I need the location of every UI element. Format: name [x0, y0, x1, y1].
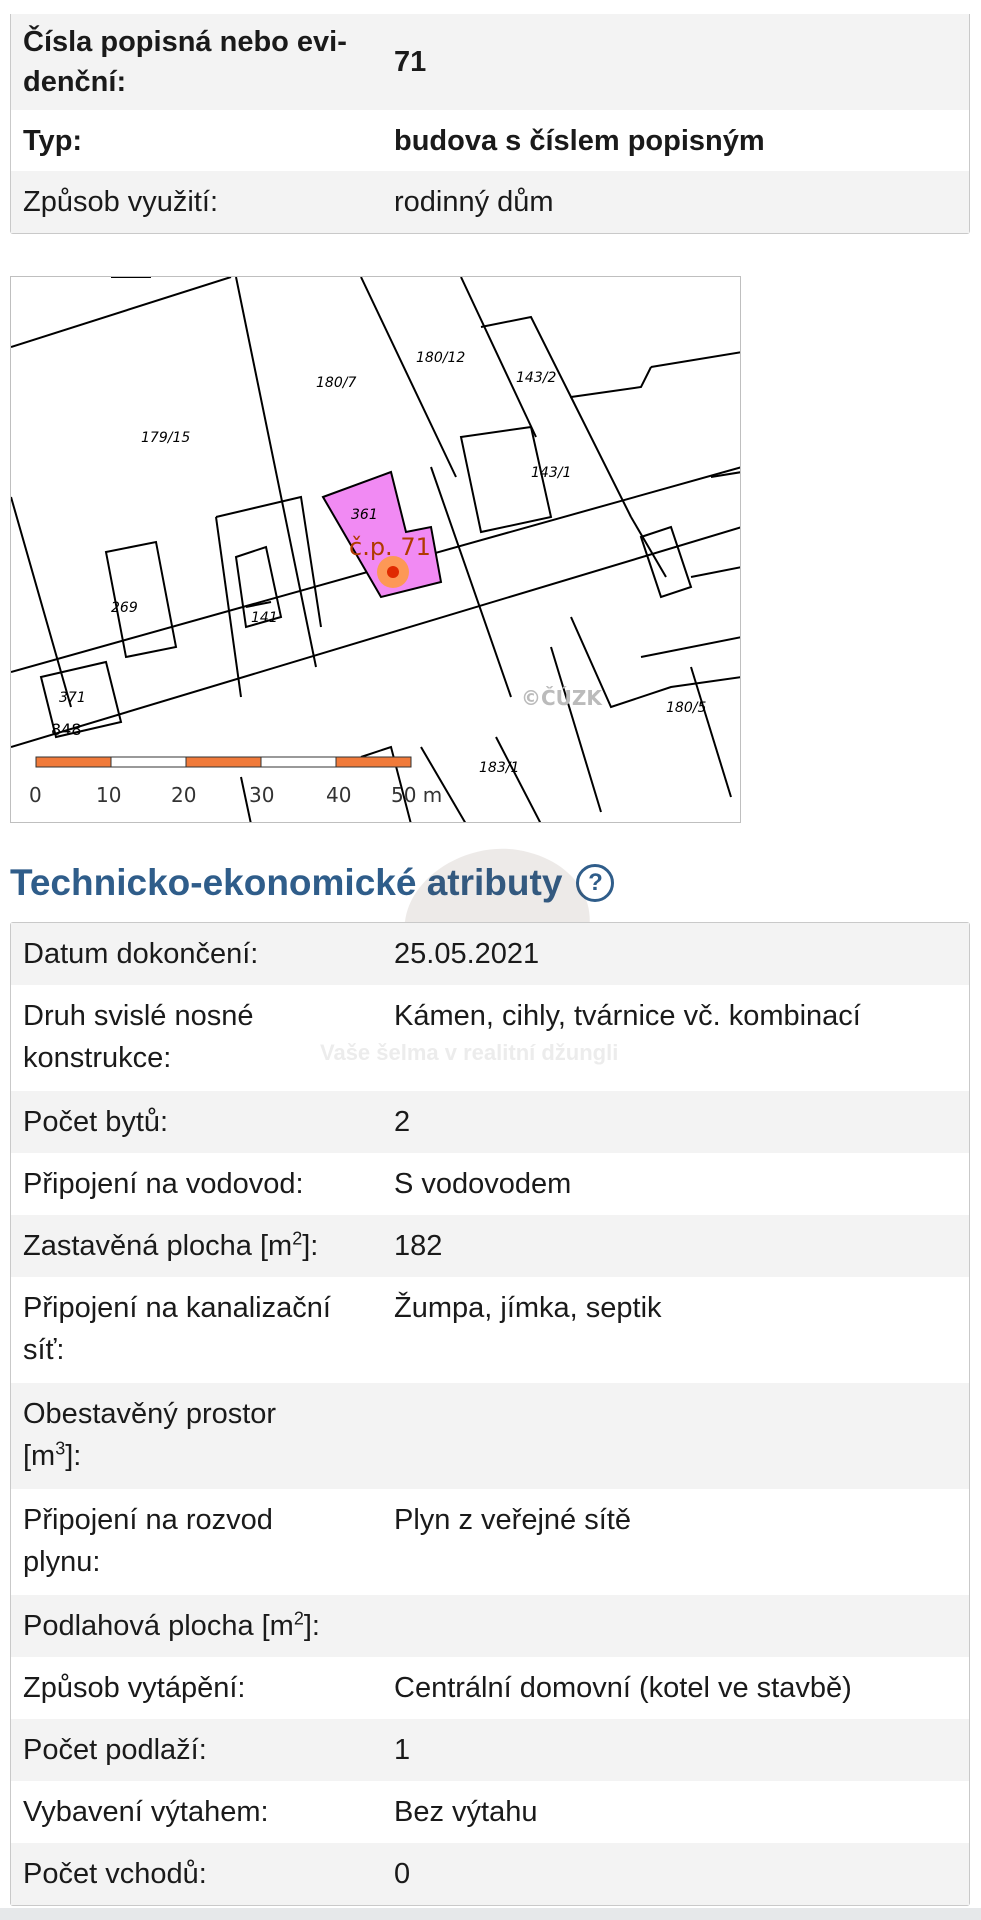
- row-label: Datum dokončení:: [23, 938, 259, 970]
- row-label: Připojení na vodovod:: [23, 1168, 304, 1200]
- table-row: [11, 1091, 969, 1153]
- building-label: č.p. 71: [349, 533, 431, 561]
- parcel-label: 143/2: [516, 370, 557, 386]
- parcel-label: 180/7: [316, 375, 357, 391]
- table-row: [11, 1719, 969, 1781]
- row-value: 182: [394, 1230, 443, 1262]
- technical-attributes-table: [10, 922, 970, 1906]
- scale-label: 40: [326, 783, 352, 807]
- cuzk-watermark: ©ČÚZK: [521, 686, 602, 710]
- row-label: Vybavení výtahem:: [23, 1796, 269, 1828]
- table-row: [11, 14, 969, 110]
- help-icon[interactable]: ?: [576, 864, 614, 902]
- parcel-label: 848: [51, 720, 82, 739]
- row-label: Počet podlaží:: [23, 1734, 207, 1766]
- row-label: Obestavěný prostor $[m^3]$:: [23, 1398, 277, 1472]
- row-value: S vodovodem: [394, 1168, 572, 1200]
- scale-label: 20: [171, 783, 197, 807]
- table-row: [11, 1843, 969, 1905]
- row-value: 1: [394, 1734, 411, 1766]
- row-label: Způsob využití:: [23, 186, 219, 218]
- parcel-label: 180/5: [666, 700, 707, 716]
- row-value: Bez výtahu: [394, 1796, 538, 1828]
- table-row: [11, 1383, 969, 1489]
- row-value: Žumpa, jímka, septik: [394, 1292, 662, 1324]
- table-row: [11, 171, 969, 233]
- scale-label: 30: [249, 783, 275, 807]
- section-title-text: Technicko-ekonomické atributy: [10, 862, 563, 903]
- parcel-label: 371: [59, 690, 86, 706]
- row-value: Kámen, cihly, tvárnice vč. kombinací: [394, 1000, 861, 1032]
- parcel-label: 143/1: [531, 465, 572, 481]
- table-row: [11, 1153, 969, 1215]
- watermark-text: Vaše šelma v realitní džungli: [320, 1040, 619, 1065]
- parcel-label: 269: [111, 600, 138, 616]
- table-row: [11, 1489, 969, 1595]
- table-row: [11, 923, 969, 985]
- scale-label: 10: [96, 783, 122, 807]
- parcel-label: 180/12: [416, 350, 466, 366]
- row-label: Typ:: [23, 124, 83, 157]
- row-value: Plyn z veřejné sítě: [394, 1504, 631, 1536]
- table-row: [11, 1277, 969, 1383]
- parcel-label: 141: [251, 610, 278, 626]
- row-value: 25.05.2021: [394, 938, 540, 970]
- bottom-bar: [0, 1908, 981, 1920]
- table-row: [11, 1781, 969, 1843]
- table-row: [11, 110, 969, 171]
- building-number-label: 361: [351, 507, 378, 523]
- table-row: [11, 1595, 969, 1657]
- table-row: [11, 1215, 969, 1277]
- row-label: Připojení na rozvod plynu:: [23, 1504, 273, 1578]
- row-value: 71: [394, 46, 427, 78]
- table-row: [11, 1657, 969, 1719]
- scale-bar: [36, 757, 411, 767]
- row-label: Podlahová plocha $[m^2]$:: [23, 1608, 320, 1642]
- row-value: Centrální domovní (kotel ve stavbě): [394, 1672, 852, 1704]
- row-value: budova s číslem popisným: [394, 124, 765, 157]
- cadastral-map[interactable]: [10, 276, 741, 823]
- table-row: [11, 985, 969, 1091]
- row-label: Způsob vytápění:: [23, 1672, 246, 1704]
- row-label: Druh svislé nosné konstrukce:: [23, 1000, 254, 1074]
- row-label: Připojení na kanalizační síť:: [23, 1292, 331, 1366]
- row-value: 2: [394, 1106, 411, 1138]
- row-label: Čísla popisná nebo evi- denční:: [23, 26, 347, 98]
- row-value: rodinný dům: [394, 186, 554, 218]
- row-label: Počet bytů:: [23, 1106, 169, 1138]
- scale-label: 0: [29, 783, 42, 807]
- row-label: Zastavěná plocha $[m^2]$:: [23, 1228, 319, 1262]
- cadastral-map-drawing: [11, 277, 741, 823]
- row-value: 0: [394, 1858, 411, 1890]
- parcel-label: 179/15: [141, 430, 191, 446]
- building-info-table: [10, 14, 970, 234]
- scale-label: 50 m: [391, 783, 443, 807]
- parcel-label: 183/1: [479, 760, 520, 776]
- row-label: Počet vchodů:: [23, 1858, 207, 1890]
